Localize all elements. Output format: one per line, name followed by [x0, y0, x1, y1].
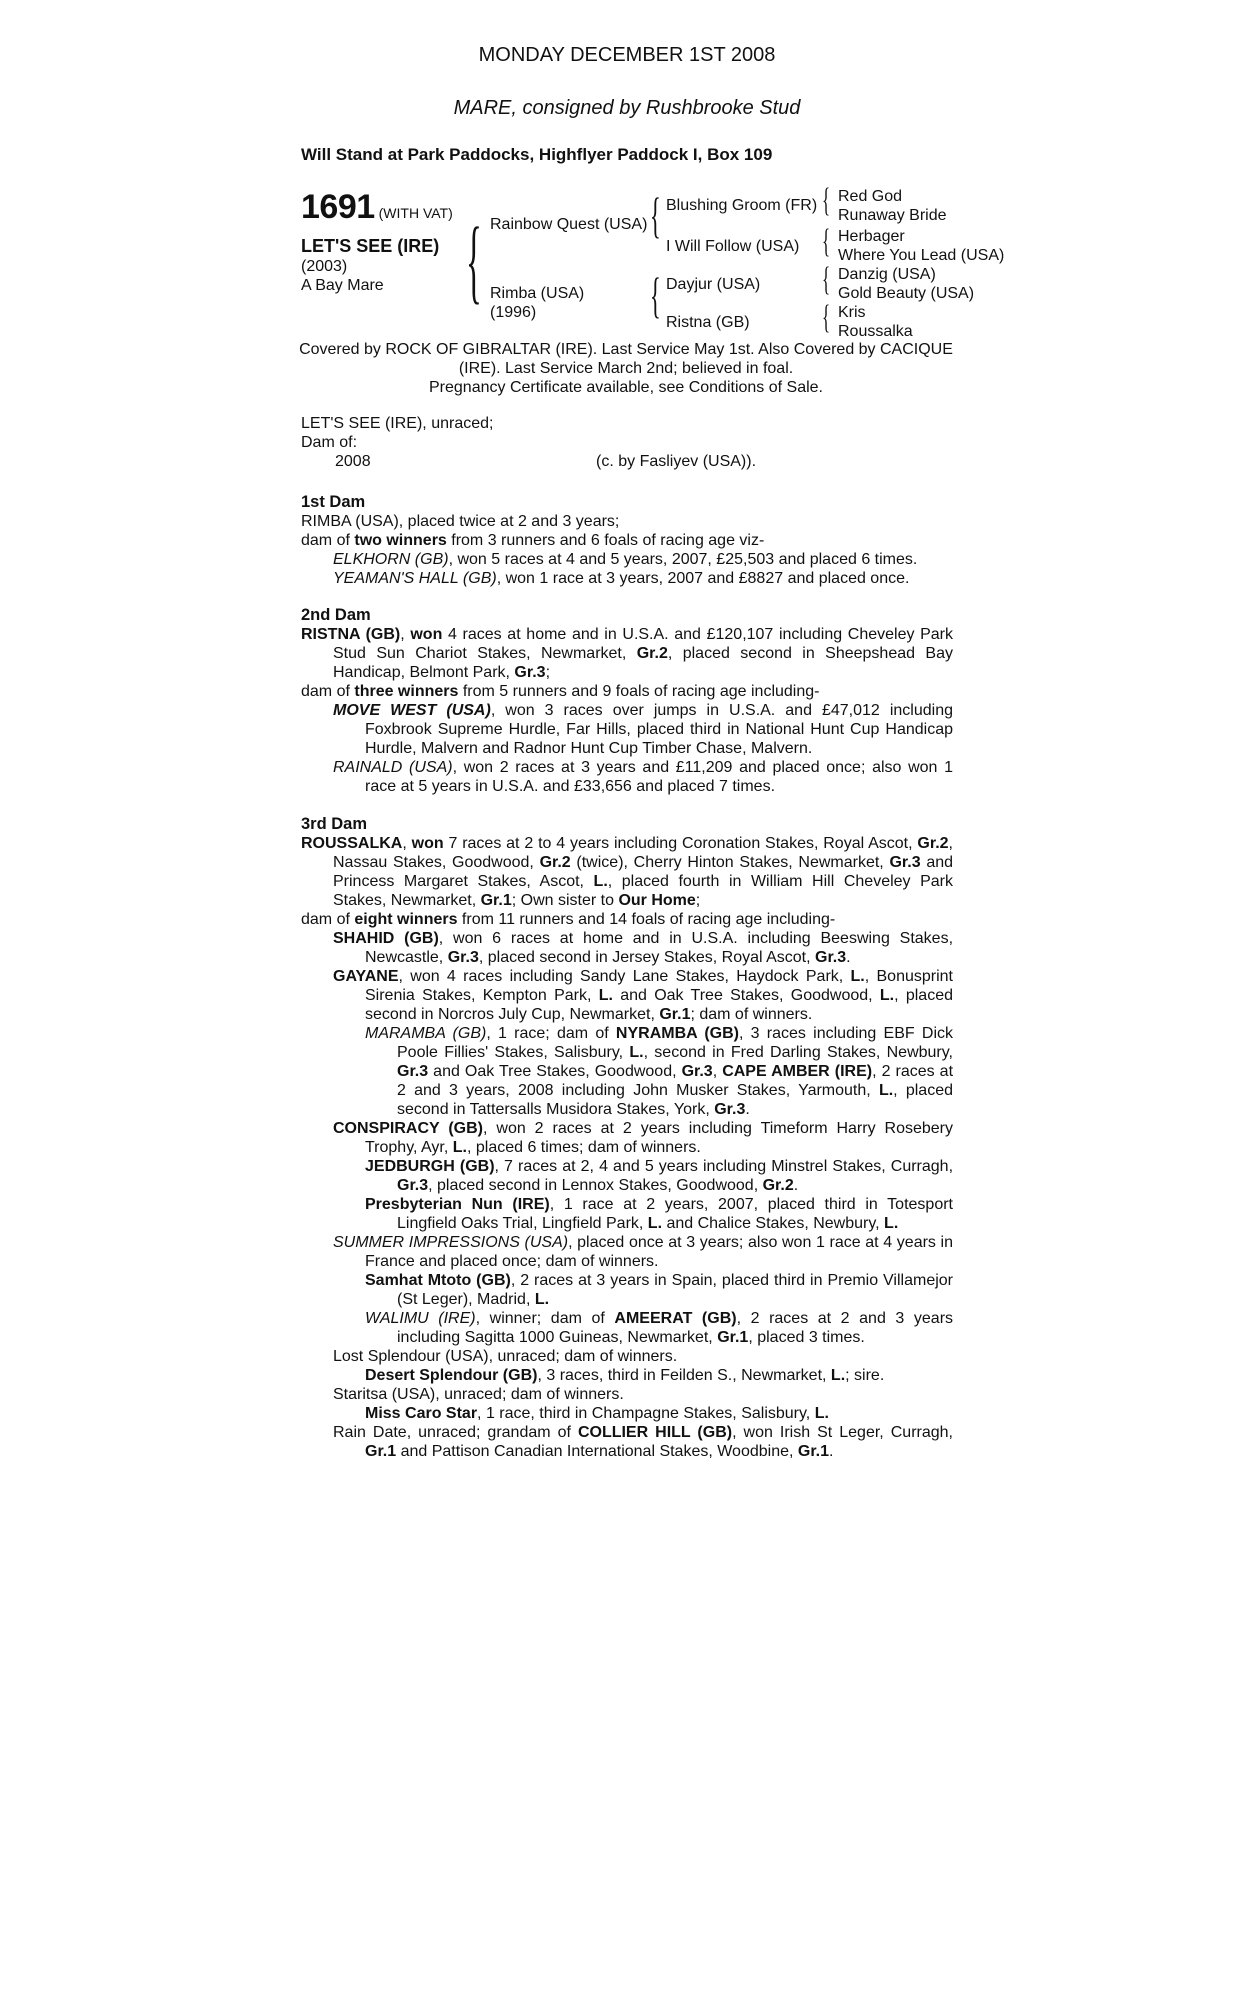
first-dam-offspring-1: ELKHORN (GB), won 5 races at 4 and 5 years, 2007, £25,503 and placed 6 times.: [333, 551, 918, 568]
offspring-desert-splendour: Desert Splendour (GB), 3 races, third in Feilden S., Newmarket, L.; sire.: [365, 1367, 885, 1384]
produce-detail: (c. by Fasliyev (USA)).: [596, 453, 757, 470]
second-dam-offspring-2: RAINALD (USA), won 2 races at 3 years and £11,209 and placed once; also won 1 race at 5 years in U.S.A. and £33,656 and placed 7 times.: [333, 759, 953, 795]
pedigree-dam: Rimba (USA): [490, 285, 585, 302]
covering-line-1: Covered by ROCK OF GIBRALTAR (IRE). Last Service May 1st. Also Covered by CACIQUE: [299, 341, 953, 358]
first-dam-summary: RIMBA (USA), placed twice at 2 and 3 years;: [301, 513, 620, 530]
offspring-staritsa: Staritsa (USA), unraced; dam of winners.: [333, 1386, 624, 1403]
pedigree-dam-year: (1996): [490, 304, 537, 321]
sale-date: MONDAY DECEMBER 1ST 2008: [478, 44, 776, 66]
stand-location: Will Stand at Park Paddocks, Highflyer Paddock I, Box 109: [301, 145, 773, 164]
second-dam-produce: dam of three winners from 5 runners and 9 foals of racing age including-: [301, 683, 820, 700]
third-dam-section: [301, 815, 953, 1461]
second-dam-summary: RISTNA (GB), won 4 races at home and in U.S.A. and £120,107 including Cheveley Park Stud Sun Chariot Stakes, Newmarket, Gr.2, placed second in Sheepshead Bay Handicap, Belmont Park, Gr.3;: [301, 626, 954, 681]
horse-year: (2003): [301, 258, 348, 275]
pedigree-brace-2: {: [650, 187, 661, 243]
second-dam-heading: 2nd Dam: [301, 606, 371, 624]
second-dam-section: [301, 606, 953, 796]
record-line-2: Dam of:: [301, 434, 358, 451]
offspring-walimu: WALIMU (IRE), winner; dam of AMEERAT (GB), 2 races at 2 and 3 years including Sagitta 1000 Guineas, Newmarket, Gr.1, placed 3 times.: [365, 1310, 954, 1346]
first-dam-offspring-2: YEAMAN'S HALL (GB), won 1 race at 3 years, 2007 and £8827 and placed once.: [333, 570, 910, 587]
lot-number-block: [301, 188, 453, 227]
pedigree-brace-6: {: [822, 261, 831, 298]
pedigree-g3: Herbager: [838, 228, 905, 245]
offspring-conspiracy: CONSPIRACY (GB), won 2 races at 2 years including Timeform Harry Rosebery Trophy, Ayr, L., placed 6 times; dam of winners.: [333, 1120, 953, 1156]
vat-note: (WITH VAT): [378, 205, 453, 221]
pedigree-g1: Red God: [838, 188, 903, 205]
horse-name: LET'S SEE (IRE): [301, 236, 440, 256]
pedigree-g7: Kris: [838, 304, 866, 321]
pedigree-brace-7: {: [822, 299, 831, 336]
pedigree-brace-1: {: [466, 209, 482, 313]
pedigree-dam-sire: Dayjur (USA): [666, 276, 761, 293]
offspring-maramba: MARAMBA (GB), 1 race; dam of NYRAMBA (GB), 3 races including EBF Dick Poole Fillies' Stakes, Salisbury, L., second in Fred Darling Stakes, Newbury, Gr.3 and Oak Tree Stakes, Goodwood, Gr.3, CAPE AMBER (IRE), 2 races at 2 and 3 years, 2008 including John Musker Stakes, Yarmouth, L., placed second in Tattersalls Musidora Stakes, York, Gr.3.: [365, 1025, 954, 1118]
pedigree-g5: Danzig (USA): [838, 266, 936, 283]
offspring-lost-splendour: Lost Splendour (USA), unraced; dam of winners.: [333, 1348, 678, 1365]
pedigree-g4: Where You Lead (USA): [838, 247, 1005, 264]
pedigree-g6: Gold Beauty (USA): [838, 285, 975, 302]
offspring-rain-date: Rain Date, unraced; grandam of COLLIER HILL (GB), won Irish St Leger, Curragh, Gr.1 and Pattison Canadian International Stakes, Woodbine, Gr.1.: [333, 1424, 953, 1460]
offspring-miss-caro-star: Miss Caro Star, 1 race, third in Champagne Stakes, Salisbury, L.: [365, 1405, 829, 1422]
second-dam-offspring-1: MOVE WEST (USA), won 3 races over jumps in U.S.A. and £47,012 including Foxbrook Supreme Hurdle, Far Hills, placed third in National Hunt Cup Handicap Hurdle, Malvern and Radnor Hunt Cup Timber Chase, Malvern.: [333, 702, 953, 757]
covering-note: [298, 340, 954, 397]
record-line-1: LET'S SEE (IRE), unraced;: [301, 415, 494, 432]
pedigree-brace-4: {: [822, 182, 831, 219]
offspring-summer-impressions: SUMMER IMPRESSIONS (USA), placed once at 3 years; also won 1 race at 4 years in France and placed once; dam of winners.: [333, 1234, 954, 1270]
pedigree-g2: Runaway Bride: [838, 207, 947, 224]
offspring-shahid: SHAHID (GB), won 6 races at home and in U.S.A. including Beeswing Stakes, Newcastle, Gr.3, placed second in Jersey Stakes, Royal Ascot, Gr.3.: [333, 930, 954, 966]
lot-number: 1691: [301, 188, 375, 226]
offspring-gayane: GAYANE, won 4 races including Sandy Lane Stakes, Haydock Park, L., Bonusprint Sirenia Stakes, Kempton Park, L. and Oak Tree Stakes, Goodwood, L., placed second in Norcros July Cup, Newmarket, Gr.1; dam of winners.: [333, 968, 954, 1023]
horse-record: [301, 414, 953, 471]
pedigree-dam-dam: Ristna (GB): [666, 314, 750, 331]
offspring-jedburgh: JEDBURGH (GB), 7 races at 2, 4 and 5 years including Minstrel Stakes, Curragh, Gr.3, placed second in Lennox Stakes, Goodwood, Gr.2.: [365, 1158, 954, 1194]
covering-line-2: (IRE). Last Service March 2nd; believed in foal.: [458, 360, 794, 377]
pedigree-brace-5: {: [822, 223, 831, 260]
consignor-line: MARE, consigned by Rushbrooke Stud: [453, 97, 801, 119]
third-dam-heading: 3rd Dam: [301, 815, 368, 833]
produce-year: 2008: [335, 453, 371, 470]
pedigree-sire: Rainbow Quest (USA): [490, 216, 648, 233]
third-dam-summary: ROUSSALKA, won 7 races at 2 to 4 years including Coronation Stakes, Royal Ascot, Gr.2, Nassau Stakes, Goodwood, Gr.2 (twice), Cherry Hinton Stakes, Newmarket, Gr.3 and Princess Margaret Stakes, Ascot, L., placed fourth in William Hill Cheveley Park Stakes, Newmarket, Gr.1; Own sister to Our Home;: [301, 835, 954, 909]
pedigree-brace-3: {: [650, 267, 661, 323]
first-dam-produce: dam of two winners from 3 runners and 6 foals of racing age viz-: [301, 532, 765, 549]
third-dam-produce: dam of eight winners from 11 runners and 14 foals of racing age including-: [301, 911, 836, 928]
first-dam-section: [301, 493, 953, 588]
offspring-presbyterian-nun: Presbyterian Nun (IRE), 1 race at 2 years, 2007, placed third in Totesport Lingfield Oaks Trial, Lingfield Park, L. and Chalice Stakes, Newbury, L.: [365, 1196, 953, 1232]
covering-line-3: Pregnancy Certificate available, see Conditions of Sale.: [429, 379, 823, 396]
record-produce-row: [301, 452, 953, 471]
pedigree-g8: Roussalka: [838, 323, 913, 340]
pedigree-sire-dam: I Will Follow (USA): [666, 238, 800, 255]
offspring-samhat-mtoto: Samhat Mtoto (GB), 2 races at 3 years in Spain, placed third in Premio Villamejor (St Leger), Madrid, L.: [365, 1272, 954, 1308]
horse-description: A Bay Mare: [301, 277, 384, 294]
pedigree-sire-sire: Blushing Groom (FR): [666, 197, 818, 214]
first-dam-heading: 1st Dam: [301, 493, 366, 511]
